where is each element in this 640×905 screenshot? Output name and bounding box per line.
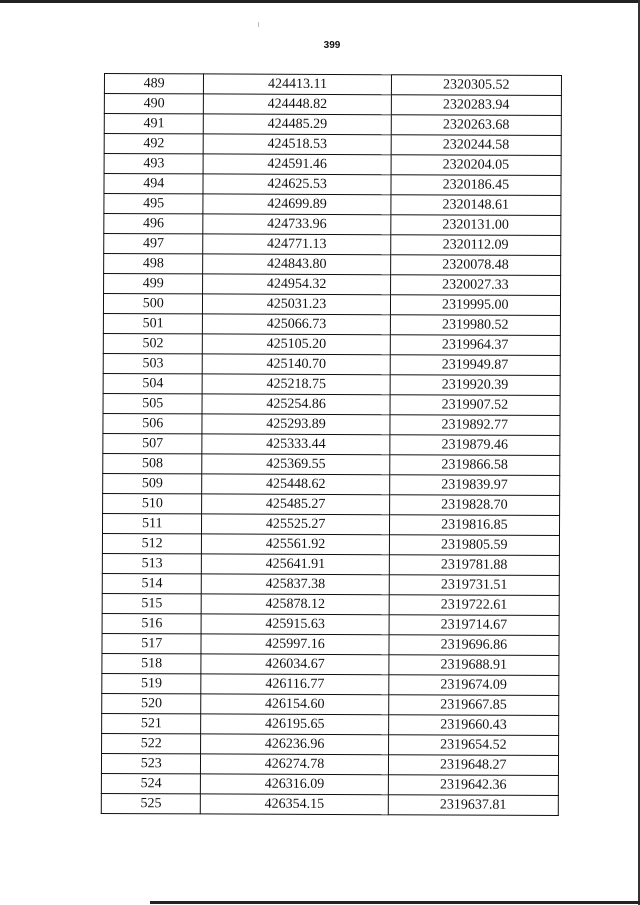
y-coordinate-cell: 2319949.87 xyxy=(390,355,560,376)
x-coordinate-cell: 426034.67 xyxy=(201,654,388,675)
table-row xyxy=(101,793,558,815)
table-row xyxy=(104,274,561,296)
x-coordinate-cell: 425525.27 xyxy=(202,514,389,535)
point-number-cell: 492 xyxy=(104,134,204,154)
x-coordinate-cell: 425561.92 xyxy=(202,534,389,555)
table-row xyxy=(102,733,559,755)
x-coordinate-cell: 425254.86 xyxy=(202,394,389,415)
y-coordinate-cell: 2319731.51 xyxy=(389,575,559,596)
x-coordinate-cell: 424954.32 xyxy=(203,274,390,295)
x-coordinate-cell: 424733.96 xyxy=(203,214,390,235)
point-number-cell: 501 xyxy=(103,313,203,333)
table-row xyxy=(103,453,560,475)
point-number-cell: 495 xyxy=(104,194,204,214)
point-number-cell: 502 xyxy=(103,333,203,353)
table-row xyxy=(104,154,561,176)
y-coordinate-cell: 2319722.61 xyxy=(389,595,559,616)
table-row xyxy=(104,234,561,256)
point-number-cell: 524 xyxy=(101,773,201,793)
y-coordinate-cell: 2319964.37 xyxy=(390,335,560,356)
point-number-cell: 493 xyxy=(104,154,204,174)
y-coordinate-cell: 2319839.97 xyxy=(389,475,559,496)
table-row xyxy=(104,134,561,156)
y-coordinate-cell: 2319714.67 xyxy=(389,615,559,636)
x-coordinate-cell: 425997.16 xyxy=(201,634,388,655)
point-number-cell: 494 xyxy=(104,174,204,194)
y-coordinate-cell: 2319654.52 xyxy=(388,735,558,756)
x-coordinate-cell: 425105.20 xyxy=(203,334,390,355)
y-coordinate-cell: 2320305.52 xyxy=(391,75,561,96)
table-row xyxy=(102,693,559,715)
point-number-cell: 522 xyxy=(102,733,202,753)
x-coordinate-cell: 425878.12 xyxy=(202,594,389,615)
point-number-cell: 499 xyxy=(104,274,204,294)
y-coordinate-cell: 2320263.68 xyxy=(391,115,561,136)
x-coordinate-cell: 425218.75 xyxy=(203,374,390,395)
point-number-cell: 514 xyxy=(102,573,202,593)
table-row xyxy=(103,373,560,395)
x-coordinate-cell: 424448.82 xyxy=(204,94,391,115)
point-number-cell: 489 xyxy=(104,74,204,94)
x-coordinate-cell: 425293.89 xyxy=(202,414,389,435)
y-coordinate-cell: 2320186.45 xyxy=(391,175,561,196)
point-number-cell: 490 xyxy=(104,94,204,114)
table-row xyxy=(102,573,559,595)
y-coordinate-cell: 2319660.43 xyxy=(388,715,558,736)
y-coordinate-cell: 2319866.58 xyxy=(389,455,559,476)
point-number-cell: 491 xyxy=(104,114,204,134)
y-coordinate-cell: 2319637.81 xyxy=(388,795,558,816)
y-coordinate-cell: 2319828.70 xyxy=(389,495,559,516)
x-coordinate-cell: 425915.63 xyxy=(202,614,389,635)
x-coordinate-cell: 424485.29 xyxy=(204,114,391,135)
x-coordinate-cell: 425369.55 xyxy=(202,454,389,475)
point-number-cell: 520 xyxy=(102,693,202,713)
y-coordinate-cell: 2319980.52 xyxy=(390,315,560,336)
table-row xyxy=(102,513,559,535)
y-coordinate-cell: 2319995.00 xyxy=(390,295,560,316)
x-coordinate-cell: 425031.23 xyxy=(203,294,390,315)
point-number-cell: 512 xyxy=(102,533,202,553)
y-coordinate-cell: 2319674.09 xyxy=(388,675,558,696)
y-coordinate-cell: 2319907.52 xyxy=(390,395,560,416)
x-coordinate-cell: 426236.96 xyxy=(201,734,388,755)
table-row xyxy=(102,613,559,635)
point-number-cell: 523 xyxy=(101,753,201,773)
scan-mark xyxy=(258,22,259,27)
x-coordinate-cell: 424771.13 xyxy=(203,234,390,255)
table-row xyxy=(103,313,560,335)
table-row xyxy=(103,473,560,495)
point-number-cell: 503 xyxy=(103,353,203,373)
point-number-cell: 508 xyxy=(103,453,203,473)
x-coordinate-cell: 425641.91 xyxy=(202,554,389,575)
point-number-cell: 497 xyxy=(104,234,204,254)
table-row xyxy=(103,493,560,515)
y-coordinate-cell: 2319816.85 xyxy=(389,515,559,536)
table-row xyxy=(103,333,560,355)
bottom-scan-edge xyxy=(150,901,640,904)
point-number-cell: 506 xyxy=(103,413,203,433)
table-row xyxy=(104,94,561,116)
table-row xyxy=(102,673,559,695)
table-row xyxy=(102,553,559,575)
y-coordinate-cell: 2320112.09 xyxy=(390,235,560,256)
point-number-cell: 496 xyxy=(104,214,204,234)
x-coordinate-cell: 425140.70 xyxy=(203,354,390,375)
y-coordinate-cell: 2319688.91 xyxy=(389,655,559,676)
x-coordinate-cell: 426274.78 xyxy=(201,754,388,775)
y-coordinate-cell: 2319892.77 xyxy=(390,415,560,436)
y-coordinate-cell: 2320148.61 xyxy=(391,195,561,216)
y-coordinate-cell: 2320027.33 xyxy=(390,275,560,296)
point-number-cell: 519 xyxy=(102,673,202,693)
table-row xyxy=(104,74,561,96)
table-row xyxy=(102,533,559,555)
x-coordinate-cell: 425448.62 xyxy=(202,474,389,495)
table-row xyxy=(102,593,559,615)
x-coordinate-cell: 425837.38 xyxy=(202,574,389,595)
x-coordinate-cell: 426154.60 xyxy=(201,694,388,715)
y-coordinate-cell: 2319648.27 xyxy=(388,755,558,776)
table-row xyxy=(104,194,561,216)
point-number-cell: 525 xyxy=(101,793,201,813)
page-number: 399 xyxy=(323,40,341,51)
y-coordinate-cell: 2320204.05 xyxy=(391,155,561,176)
point-number-cell: 504 xyxy=(103,373,203,393)
top-scan-edge xyxy=(0,0,640,3)
point-number-cell: 517 xyxy=(102,633,202,653)
x-coordinate-cell: 424699.89 xyxy=(203,194,390,215)
y-coordinate-cell: 2319642.36 xyxy=(388,775,558,796)
y-coordinate-cell: 2319920.39 xyxy=(390,375,560,396)
table-row xyxy=(103,353,560,375)
point-number-cell: 498 xyxy=(104,254,204,274)
table-row xyxy=(103,393,560,415)
coordinate-table xyxy=(101,73,562,816)
x-coordinate-cell: 425485.27 xyxy=(202,494,389,515)
table-row xyxy=(104,114,561,136)
table-row xyxy=(103,294,560,316)
x-coordinate-cell: 424591.46 xyxy=(204,154,391,175)
x-coordinate-cell: 424413.11 xyxy=(204,74,391,95)
y-coordinate-cell: 2320244.58 xyxy=(391,135,561,156)
x-coordinate-cell: 424518.53 xyxy=(204,134,391,155)
point-number-cell: 500 xyxy=(103,294,203,314)
table-row xyxy=(104,254,561,276)
table-row xyxy=(104,174,561,196)
y-coordinate-cell: 2319879.46 xyxy=(389,435,559,456)
table-row xyxy=(103,413,560,435)
point-number-cell: 521 xyxy=(102,713,202,733)
y-coordinate-cell: 2320078.48 xyxy=(390,255,560,276)
x-coordinate-cell: 426316.09 xyxy=(201,774,388,795)
y-coordinate-cell: 2320283.94 xyxy=(391,95,561,116)
x-coordinate-cell: 425066.73 xyxy=(203,314,390,335)
point-number-cell: 516 xyxy=(102,613,202,633)
point-number-cell: 510 xyxy=(103,493,203,513)
x-coordinate-cell: 426116.77 xyxy=(201,674,388,695)
coordinate-table-body xyxy=(101,74,561,816)
table-row xyxy=(101,753,558,775)
table-row xyxy=(102,633,559,655)
x-coordinate-cell: 426354.15 xyxy=(201,794,388,815)
point-number-cell: 518 xyxy=(102,653,202,673)
x-coordinate-cell: 424625.53 xyxy=(203,174,390,195)
y-coordinate-cell: 2319696.86 xyxy=(389,635,559,656)
x-coordinate-cell: 424843.80 xyxy=(203,254,390,275)
table-row xyxy=(102,713,559,735)
table-row xyxy=(101,773,558,795)
table-row xyxy=(103,433,560,455)
table-row xyxy=(102,653,559,675)
y-coordinate-cell: 2319781.88 xyxy=(389,555,559,576)
table-row xyxy=(104,214,561,236)
point-number-cell: 509 xyxy=(103,473,203,493)
point-number-cell: 515 xyxy=(102,593,202,613)
y-coordinate-cell: 2320131.00 xyxy=(390,215,560,236)
x-coordinate-cell: 426195.65 xyxy=(201,714,388,735)
point-number-cell: 513 xyxy=(102,553,202,573)
y-coordinate-cell: 2319667.85 xyxy=(388,695,558,716)
point-number-cell: 511 xyxy=(102,513,202,533)
y-coordinate-cell: 2319805.59 xyxy=(389,535,559,556)
point-number-cell: 507 xyxy=(103,433,203,453)
point-number-cell: 505 xyxy=(103,393,203,413)
x-coordinate-cell: 425333.44 xyxy=(202,434,389,455)
